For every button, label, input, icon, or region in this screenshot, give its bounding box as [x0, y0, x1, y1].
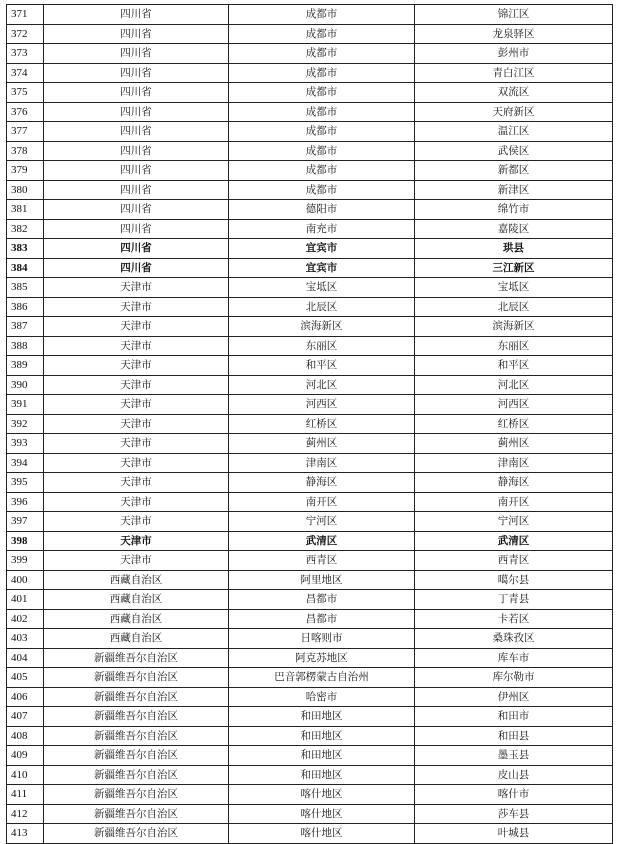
row-number-cell: 373	[7, 44, 44, 64]
city-cell: 滨海新区	[229, 317, 415, 337]
row-number-cell: 382	[7, 219, 44, 239]
table-row	[7, 590, 613, 610]
row-number-cell: 400	[7, 570, 44, 590]
district-cell: 双流区	[415, 83, 613, 103]
province-cell: 天津市	[44, 336, 229, 356]
district-cell: 滨海新区	[415, 317, 613, 337]
province-cell: 新疆维吾尔自治区	[44, 765, 229, 785]
district-cell: 和田市	[415, 707, 613, 727]
district-cell: 新津区	[415, 180, 613, 200]
city-cell: 河北区	[229, 375, 415, 395]
table-row	[7, 414, 613, 434]
table-row	[7, 395, 613, 415]
province-cell: 天津市	[44, 414, 229, 434]
city-cell: 日喀则市	[229, 629, 415, 649]
district-cell: 河西区	[415, 395, 613, 415]
table-row	[7, 453, 613, 473]
district-cell: 伊州区	[415, 687, 613, 707]
province-cell: 天津市	[44, 317, 229, 337]
table-row	[7, 707, 613, 727]
province-cell: 西藏自治区	[44, 609, 229, 629]
province-cell: 四川省	[44, 219, 229, 239]
city-cell: 和田地区	[229, 707, 415, 727]
district-cell: 叶城县	[415, 824, 613, 844]
row-number-cell: 407	[7, 707, 44, 727]
city-cell: 武清区	[229, 531, 415, 551]
district-cell: 绵竹市	[415, 200, 613, 220]
table-row	[7, 200, 613, 220]
province-cell: 天津市	[44, 512, 229, 532]
table-row	[7, 5, 613, 25]
table-row	[7, 726, 613, 746]
row-number-cell: 412	[7, 804, 44, 824]
table-row	[7, 648, 613, 668]
city-cell: 宜宾市	[229, 258, 415, 278]
table-row	[7, 746, 613, 766]
province-cell: 天津市	[44, 356, 229, 376]
table-row	[7, 219, 613, 239]
city-cell: 喀什地区	[229, 785, 415, 805]
row-number-cell: 389	[7, 356, 44, 376]
city-cell: 成都市	[229, 122, 415, 142]
province-cell: 新疆维吾尔自治区	[44, 804, 229, 824]
province-cell: 西藏自治区	[44, 629, 229, 649]
row-number-cell: 408	[7, 726, 44, 746]
city-cell: 河西区	[229, 395, 415, 415]
city-cell: 成都市	[229, 141, 415, 161]
city-cell: 成都市	[229, 5, 415, 25]
table-row	[7, 278, 613, 298]
table-body	[7, 5, 613, 844]
table-row	[7, 629, 613, 649]
city-cell: 成都市	[229, 180, 415, 200]
province-cell: 天津市	[44, 492, 229, 512]
city-cell: 宝坻区	[229, 278, 415, 298]
province-cell: 新疆维吾尔自治区	[44, 824, 229, 844]
district-cell: 宝坻区	[415, 278, 613, 298]
district-cell: 喀什市	[415, 785, 613, 805]
row-number-cell: 399	[7, 551, 44, 571]
city-cell: 红桥区	[229, 414, 415, 434]
row-number-cell: 371	[7, 5, 44, 25]
city-cell: 蓟州区	[229, 434, 415, 454]
district-cell: 南开区	[415, 492, 613, 512]
table-row	[7, 44, 613, 64]
table-row	[7, 102, 613, 122]
district-cell: 蓟州区	[415, 434, 613, 454]
province-cell: 四川省	[44, 102, 229, 122]
city-cell: 成都市	[229, 63, 415, 83]
table-row	[7, 297, 613, 317]
district-cell: 库车市	[415, 648, 613, 668]
district-cell: 新都区	[415, 161, 613, 181]
table-row	[7, 609, 613, 629]
city-cell: 和平区	[229, 356, 415, 376]
row-number-cell: 395	[7, 473, 44, 493]
province-cell: 天津市	[44, 434, 229, 454]
district-cell: 桑珠孜区	[415, 629, 613, 649]
row-number-cell: 376	[7, 102, 44, 122]
row-number-cell: 386	[7, 297, 44, 317]
row-number-cell: 372	[7, 24, 44, 44]
district-cell: 和田县	[415, 726, 613, 746]
row-number-cell: 387	[7, 317, 44, 337]
row-number-cell: 403	[7, 629, 44, 649]
province-cell: 四川省	[44, 180, 229, 200]
city-cell: 成都市	[229, 83, 415, 103]
row-number-cell: 392	[7, 414, 44, 434]
city-cell: 喀什地区	[229, 824, 415, 844]
district-cell: 津南区	[415, 453, 613, 473]
row-number-cell: 404	[7, 648, 44, 668]
city-cell: 阿克苏地区	[229, 648, 415, 668]
city-cell: 宁河区	[229, 512, 415, 532]
table-row	[7, 141, 613, 161]
city-cell: 阿里地区	[229, 570, 415, 590]
district-cell: 温江区	[415, 122, 613, 142]
province-cell: 西藏自治区	[44, 590, 229, 610]
region-table	[6, 4, 613, 844]
city-cell: 哈密市	[229, 687, 415, 707]
province-cell: 新疆维吾尔自治区	[44, 707, 229, 727]
province-cell: 新疆维吾尔自治区	[44, 668, 229, 688]
table-row	[7, 765, 613, 785]
row-number-cell: 394	[7, 453, 44, 473]
row-number-cell: 413	[7, 824, 44, 844]
table-row	[7, 492, 613, 512]
district-cell: 库尔勒市	[415, 668, 613, 688]
row-number-cell: 402	[7, 609, 44, 629]
city-cell: 喀什地区	[229, 804, 415, 824]
row-number-cell: 379	[7, 161, 44, 181]
province-cell: 四川省	[44, 141, 229, 161]
district-cell: 天府新区	[415, 102, 613, 122]
table-row	[7, 804, 613, 824]
table-row	[7, 356, 613, 376]
province-cell: 四川省	[44, 44, 229, 64]
row-number-cell: 410	[7, 765, 44, 785]
province-cell: 天津市	[44, 395, 229, 415]
table-row	[7, 434, 613, 454]
province-cell: 四川省	[44, 200, 229, 220]
row-number-cell: 390	[7, 375, 44, 395]
city-cell: 巴音郭楞蒙古自治州	[229, 668, 415, 688]
table-row	[7, 258, 613, 278]
row-number-cell: 384	[7, 258, 44, 278]
table-row	[7, 375, 613, 395]
district-cell: 红桥区	[415, 414, 613, 434]
district-cell: 噶尔县	[415, 570, 613, 590]
table-row	[7, 512, 613, 532]
city-cell: 东丽区	[229, 336, 415, 356]
city-cell: 南开区	[229, 492, 415, 512]
district-cell: 武清区	[415, 531, 613, 551]
district-cell: 锦江区	[415, 5, 613, 25]
province-cell: 新疆维吾尔自治区	[44, 746, 229, 766]
city-cell: 昌都市	[229, 590, 415, 610]
table-row	[7, 180, 613, 200]
province-cell: 四川省	[44, 5, 229, 25]
row-number-cell: 406	[7, 687, 44, 707]
row-number-cell: 397	[7, 512, 44, 532]
row-number-cell: 381	[7, 200, 44, 220]
row-number-cell: 409	[7, 746, 44, 766]
province-cell: 天津市	[44, 473, 229, 493]
district-cell: 嘉陵区	[415, 219, 613, 239]
district-cell: 墨玉县	[415, 746, 613, 766]
district-cell: 珙县	[415, 239, 613, 259]
table-row	[7, 24, 613, 44]
district-cell: 丁青县	[415, 590, 613, 610]
city-cell: 成都市	[229, 24, 415, 44]
row-number-cell: 396	[7, 492, 44, 512]
district-cell: 河北区	[415, 375, 613, 395]
table-row	[7, 551, 613, 571]
province-cell: 四川省	[44, 122, 229, 142]
city-cell: 成都市	[229, 161, 415, 181]
row-number-cell: 374	[7, 63, 44, 83]
city-cell: 成都市	[229, 44, 415, 64]
city-cell: 德阳市	[229, 200, 415, 220]
district-cell: 青白江区	[415, 63, 613, 83]
district-cell: 莎车县	[415, 804, 613, 824]
province-cell: 新疆维吾尔自治区	[44, 687, 229, 707]
province-cell: 西藏自治区	[44, 570, 229, 590]
row-number-cell: 393	[7, 434, 44, 454]
province-cell: 四川省	[44, 83, 229, 103]
table-row	[7, 785, 613, 805]
table-row	[7, 570, 613, 590]
district-cell: 和平区	[415, 356, 613, 376]
province-cell: 四川省	[44, 63, 229, 83]
district-cell: 北辰区	[415, 297, 613, 317]
table-row	[7, 239, 613, 259]
row-number-cell: 377	[7, 122, 44, 142]
province-cell: 四川省	[44, 161, 229, 181]
city-cell: 南充市	[229, 219, 415, 239]
table-row	[7, 122, 613, 142]
table-row	[7, 161, 613, 181]
city-cell: 静海区	[229, 473, 415, 493]
row-number-cell: 388	[7, 336, 44, 356]
row-number-cell: 383	[7, 239, 44, 259]
province-cell: 天津市	[44, 297, 229, 317]
district-cell: 武侯区	[415, 141, 613, 161]
row-number-cell: 385	[7, 278, 44, 298]
province-cell: 新疆维吾尔自治区	[44, 648, 229, 668]
district-cell: 龙泉驿区	[415, 24, 613, 44]
table-row	[7, 336, 613, 356]
district-cell: 皮山县	[415, 765, 613, 785]
district-cell: 西青区	[415, 551, 613, 571]
row-number-cell: 398	[7, 531, 44, 551]
table-row	[7, 63, 613, 83]
province-cell: 天津市	[44, 375, 229, 395]
table-row	[7, 531, 613, 551]
city-cell: 宜宾市	[229, 239, 415, 259]
district-cell: 宁河区	[415, 512, 613, 532]
row-number-cell: 378	[7, 141, 44, 161]
district-cell: 东丽区	[415, 336, 613, 356]
city-cell: 成都市	[229, 102, 415, 122]
row-number-cell: 411	[7, 785, 44, 805]
province-cell: 四川省	[44, 258, 229, 278]
row-number-cell: 380	[7, 180, 44, 200]
city-cell: 北辰区	[229, 297, 415, 317]
city-cell: 和田地区	[229, 765, 415, 785]
province-cell: 新疆维吾尔自治区	[44, 785, 229, 805]
city-cell: 西青区	[229, 551, 415, 571]
row-number-cell: 405	[7, 668, 44, 688]
city-cell: 和田地区	[229, 726, 415, 746]
table-row	[7, 83, 613, 103]
district-cell: 静海区	[415, 473, 613, 493]
province-cell: 天津市	[44, 551, 229, 571]
table-row	[7, 668, 613, 688]
province-cell: 四川省	[44, 24, 229, 44]
table-row	[7, 317, 613, 337]
province-cell: 四川省	[44, 239, 229, 259]
table-row	[7, 687, 613, 707]
province-cell: 天津市	[44, 531, 229, 551]
row-number-cell: 391	[7, 395, 44, 415]
city-cell: 昌都市	[229, 609, 415, 629]
province-cell: 天津市	[44, 453, 229, 473]
table-row	[7, 473, 613, 493]
district-cell: 卡若区	[415, 609, 613, 629]
row-number-cell: 401	[7, 590, 44, 610]
district-cell: 彭州市	[415, 44, 613, 64]
row-number-cell: 375	[7, 83, 44, 103]
province-cell: 天津市	[44, 278, 229, 298]
city-cell: 和田地区	[229, 746, 415, 766]
district-cell: 三江新区	[415, 258, 613, 278]
province-cell: 新疆维吾尔自治区	[44, 726, 229, 746]
city-cell: 津南区	[229, 453, 415, 473]
table-row	[7, 824, 613, 844]
